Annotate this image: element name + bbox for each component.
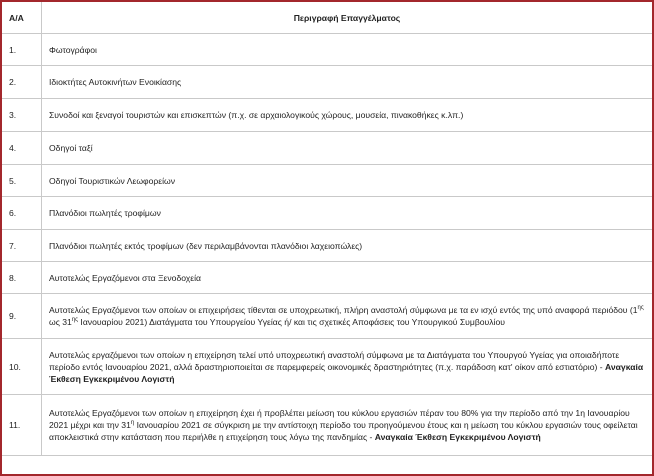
- row-number: 2.: [2, 66, 42, 99]
- table-row: [2, 99, 653, 132]
- row-number: 9.: [2, 294, 42, 339]
- row-description: Ιδιοκτήτες Αυτοκινήτων Ενοικίασης: [42, 66, 653, 99]
- row-text-superscript: ης: [71, 317, 79, 324]
- row-text-superscript: ης: [637, 305, 644, 312]
- row-number: 10.: [2, 339, 42, 395]
- row-text-part: Ιανουαρίου 2021 σε σύγκριση με την αντίστοιχη περίοδο του προηγούμενου έτους και η μείωση του κύκλου εργασιών τους οφείλεται αποκλειστικά στην κατάσταση που περιήλθε η επιχείρηση τους λόγω της πανδημίας -: [49, 420, 638, 442]
- row-note-bold: Αναγκαία Έκθεση Εγκεκριμένου Λογιστή: [49, 361, 644, 384]
- row-text-part: Ιανουαρίου 2021) Διατάγματα του Υπουργείου Υγείας ή/ και τις σχετικές Αποφάσεις του Υπουργικού Συμβουλίου: [78, 317, 505, 327]
- row-number: 6.: [2, 197, 42, 230]
- header-num: Α/Α: [2, 2, 42, 34]
- table-row: [2, 132, 653, 165]
- row-number: 11.: [2, 395, 42, 456]
- row-text-part: Αυτοτελώς εργαζόμενοι των οποίων η επιχείρηση τελεί υπό υποχρεωτική αναστολή σύμφωνα με τα Διατάγματα του Υπουργού Υγείας για οποιαδήποτε περίοδο εντός Ιανουαρίου 2021, αλλά δραστηριοποιείται σε παρεμφερείς οικονομικές δραστηριότητες (π.χ. παράδοση κατ' οίκον από εστιατόριο) -: [49, 349, 620, 372]
- table-row: [2, 34, 653, 66]
- row-text-superscript: η: [130, 420, 135, 427]
- professions-table: [1, 1, 653, 456]
- table-header-row: [2, 2, 653, 34]
- row-description: Πλανόδιοι πωλητές τροφίμων: [42, 197, 653, 230]
- row-description: Συνοδοί και ξεναγοί τουριστών και επισκεπτών (π.χ. σε αρχαιολογικούς χώρους, μουσεία, πινακοθήκες κ.λπ.): [42, 99, 653, 132]
- row-description: [42, 339, 653, 395]
- row-description: [42, 395, 653, 456]
- row-number: 4.: [2, 132, 42, 165]
- row-note-bold: Αναγκαία Έκθεση Εγκεκριμένου Λογιστή: [374, 432, 541, 442]
- row-number: 1.: [2, 34, 42, 66]
- table-row: [2, 262, 653, 294]
- row-number: 5.: [2, 165, 42, 197]
- table-row: [2, 230, 653, 262]
- row-description: Αυτοτελώς Εργαζόμενοι στα Ξενοδοχεία: [42, 262, 653, 294]
- table-row: [2, 165, 653, 197]
- table-row: [2, 197, 653, 230]
- row-number: 3.: [2, 99, 42, 132]
- row-number: 7.: [2, 230, 42, 262]
- row-text-part: Αυτοτελώς Εργαζόμενοι των οποίων η επιχείρηση έχει ή προβλέπει μείωση του κύκλου εργασιών πέραν του 80% για την περίοδο από την 1η Ιανουαρίου 2021 μέχρι και την 31: [49, 408, 630, 430]
- row-text-part: ως 31: [49, 317, 72, 327]
- table-row: [2, 66, 653, 99]
- row-description: [42, 294, 653, 339]
- row-description: Φωτογράφοι: [42, 34, 653, 66]
- table-row: [2, 395, 653, 456]
- row-number: 8.: [2, 262, 42, 294]
- row-description: Πλανόδιοι πωλητές εκτός τροφίμων (δεν περιλαμβάνονται πλανόδιοι λαχειοπώλες): [42, 230, 653, 262]
- row-description: Οδηγοί ταξί: [42, 132, 653, 165]
- table-row: [2, 339, 653, 395]
- row-description: Οδηγοί Τουριστικών Λεωφορείων: [42, 165, 653, 197]
- header-description: Περιγραφή Επαγγέλματος: [42, 2, 653, 34]
- row-text-part: Αυτοτελώς Εργαζόμενοι των οποίων οι επιχειρήσεις τίθενται σε υποχρεωτική, πλήρη αναστολή σύμφωνα με τα εν ισχύ εντός της υπό αναφορά περιόδου (1: [49, 305, 638, 315]
- table-row: [2, 294, 653, 339]
